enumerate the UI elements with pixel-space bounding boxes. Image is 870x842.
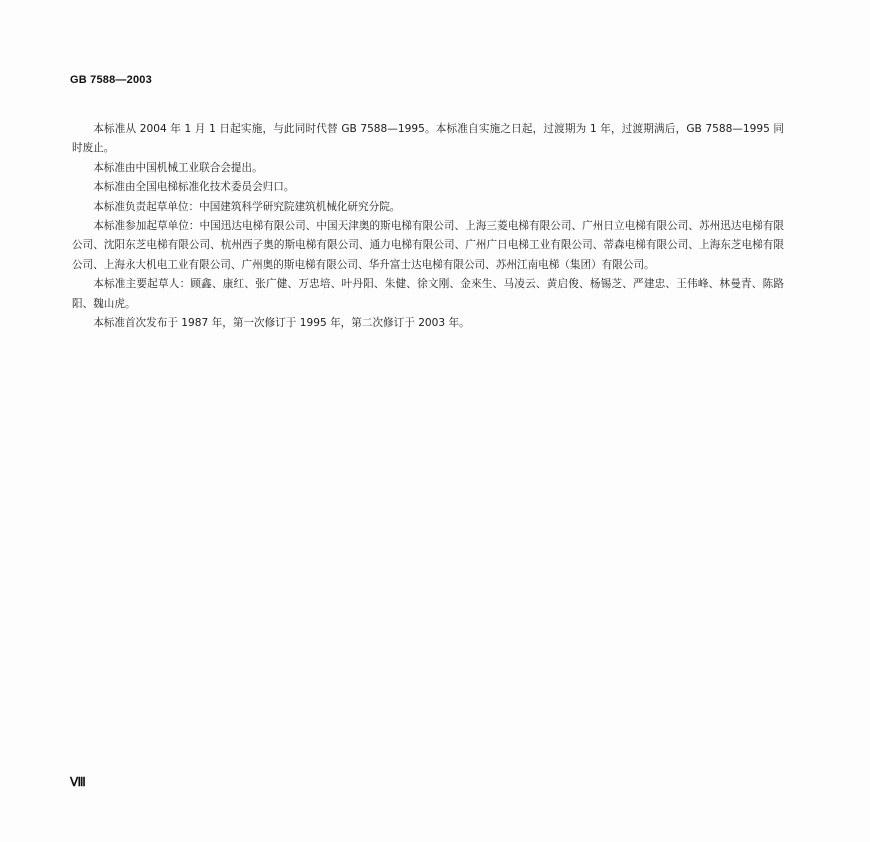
page-number: Ⅷ bbox=[70, 775, 86, 789]
foreword-paragraph-implementation: 本标准从 2004 年 1 月 1 日起实施，与此同时代替 GB 7588—1995。本标准自实施之日起，过渡期为 1 年，过渡期满后，GB 7588—1995 同时废止。 bbox=[72, 123, 784, 155]
foreword-paragraph-lead-drafter: 本标准负责起草单位：中国建筑科学研究院建筑机械化研究分院。 bbox=[93, 200, 401, 213]
foreword-paragraph-main-drafters: 本标准主要起草人：顾鑫、康红、张广健、万忠培、叶丹阳、朱健、徐文刚、金來生、马凌云、黄启俊、杨锡芝、严建忠、王伟峰、林曼青、陈路阳、魏山虎。 bbox=[72, 278, 784, 310]
foreword-paragraph-participating-drafters: 本标准参加起草单位：中国迅达电梯有限公司、中国天津奥的斯电梯有限公司、上海三菱电梯有限公司、广州日立电梯有限公司、苏州迅达电梯有限公司、沈阳东芝电梯有限公司、杭州西子奥的斯电梯有限公司、通力电梯有限公司、广州广日电梯工业有限公司、蒂森电梯有限公司、上海东芝电梯有限公司、上海永大机电工业有限公司、广州奥的斯电梯有限公司、华升富士达电梯有限公司、苏州江南电梯（集团）有限公司。 bbox=[72, 220, 784, 271]
foreword-paragraph-committee: 本标准由全国电梯标准化技术委员会归口。 bbox=[93, 181, 295, 194]
standard-code-header: GB 7588—2003 bbox=[70, 74, 152, 86]
foreword-paragraph-history: 本标准首次发布于 1987 年，第一次修订于 1995 年，第二次修订于 2003 年。 bbox=[93, 317, 470, 330]
foreword-body bbox=[72, 120, 784, 333]
foreword-paragraph-proposer: 本标准由中国机械工业联合会提出。 bbox=[93, 161, 263, 174]
